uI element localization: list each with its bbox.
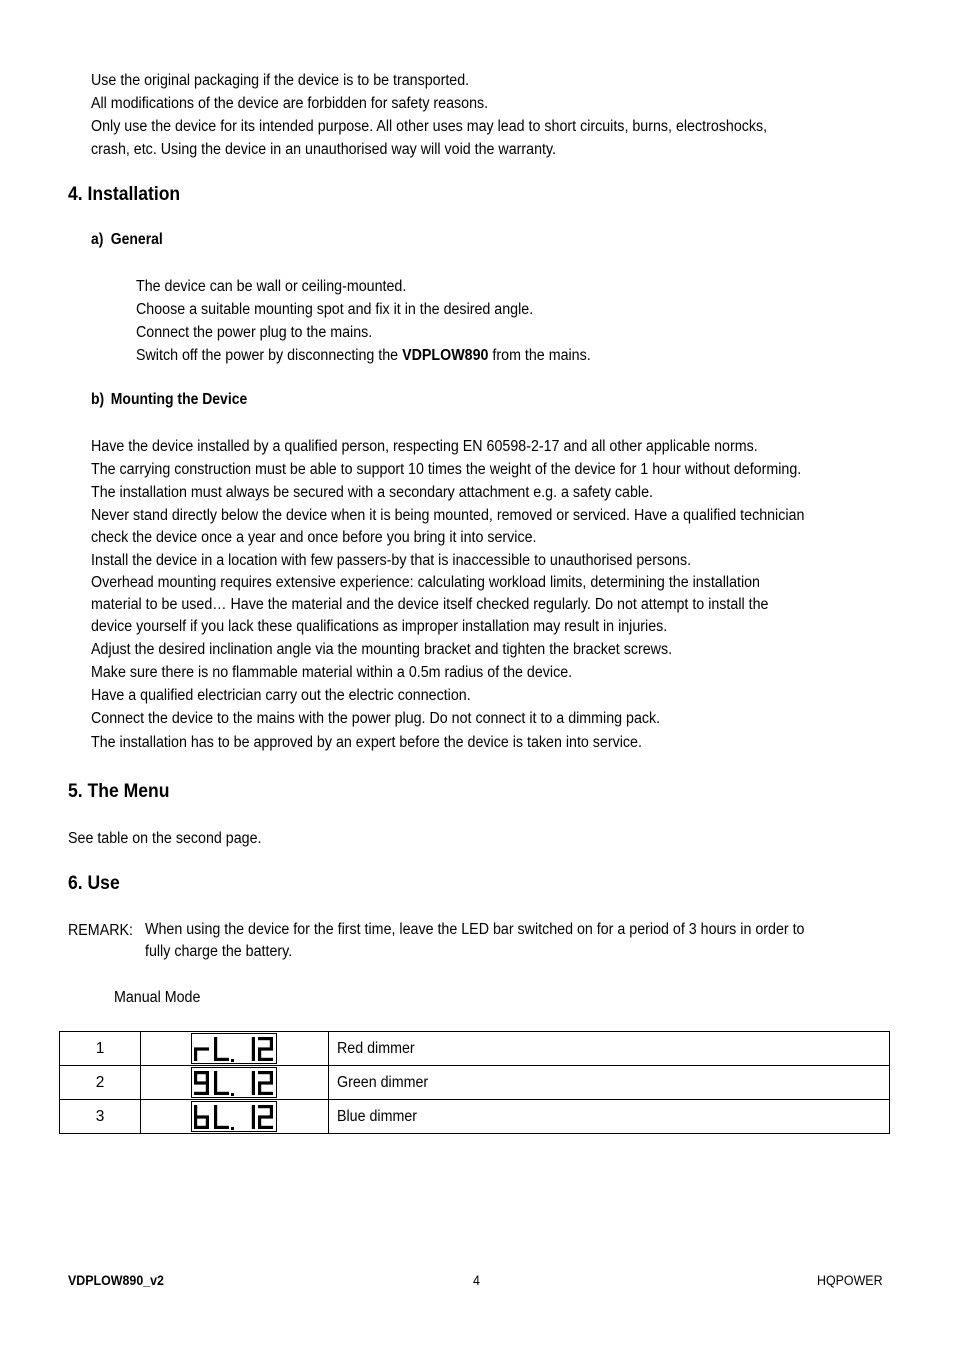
intro-line: Use the original packaging if the device is to be transported. — [91, 72, 470, 89]
manual-mode-title: Manual Mode — [114, 989, 201, 1006]
mounting-line: Adjust the desired inclination angle via the mounting bracket and tighten the bracket screws. — [91, 640, 673, 658]
row-description: Red dimmer — [329, 1032, 890, 1066]
mounting-line: Install the device in a location with few passers-by that is inaccessible to unauthorised persons. — [91, 551, 692, 569]
section-6-heading: 6. Use — [68, 872, 120, 894]
row-description: Green dimmer — [329, 1066, 890, 1100]
remark-key: REMARK: — [68, 922, 133, 939]
section-5-text: See table on the second page. — [68, 830, 262, 847]
mounting-line: Have the device installed by a qualified person, respecting EN 60598-2-17 and all other applicable norms. — [91, 438, 758, 455]
intro-line: All modifications of the device are forbidden for safety reasons. — [91, 95, 489, 112]
mounting-line: Make sure there is no flammable material within a 0.5m radius of the device. — [91, 664, 573, 682]
row-number: 2 — [60, 1066, 141, 1100]
footer-page-number: 4 — [473, 1273, 480, 1288]
row-number: 3 — [60, 1100, 141, 1134]
mounting-line: device yourself if you lack these qualifications as improper installation may result in injuries. — [91, 617, 668, 635]
subsection-label: a) — [91, 231, 104, 248]
mounting-text — [91, 435, 804, 754]
section-5-heading: 5. The Menu — [68, 780, 170, 802]
subsection-label: b) — [91, 391, 105, 408]
model-name: VDPLOW890 — [402, 347, 489, 364]
mounting-line: The carrying construction must be able to support 10 times the weight of the device for 1 hour without deforming. — [91, 461, 802, 479]
mounting-line: The installation has to be approved by an expert before the device is taken into service. — [91, 733, 642, 751]
table-row — [60, 1066, 890, 1100]
intro-text — [91, 69, 767, 161]
row-description: Blue dimmer — [329, 1100, 890, 1134]
footer-model: VDPLOW890_v2 — [68, 1273, 164, 1288]
general-line-switch-off: Switch off the power by disconnecting the VDPLOW890 from the mains. — [136, 347, 591, 364]
intro-line: Only use the device for its intended purpose. All other uses may lead to short circuits, burns, electroshocks, — [91, 118, 768, 135]
intro-line: crash, etc. Using the device in an unauthorised way will void the warranty. — [91, 141, 557, 158]
display-cell — [141, 1066, 329, 1100]
section-4-heading: 4. Installation — [68, 183, 181, 205]
mounting-line: The installation must always be secured with a secondary attachment e.g. a safety cable. — [91, 484, 653, 502]
mounting-line: material to be used… Have the material and the device itself checked regularly. Do not attempt to install the — [91, 595, 769, 613]
mounting-line: Have a qualified electrician carry out the electric connection. — [91, 687, 471, 705]
subsection-mounting-heading — [91, 391, 247, 409]
lcd-display-icon — [191, 1033, 277, 1064]
subsection-general-heading — [91, 231, 163, 249]
footer-brand: HQPOWER — [817, 1273, 883, 1288]
table-row — [60, 1032, 890, 1066]
display-cell — [141, 1032, 329, 1066]
row-number: 1 — [60, 1032, 141, 1066]
general-line: The device can be wall or ceiling-mounted. — [136, 278, 407, 295]
remark-text: When using the device for the first time, leave the LED bar switched on for a period of 3 hours in order to fully charge the battery. — [145, 921, 805, 960]
lcd-display-icon — [191, 1067, 277, 1098]
mounting-line: check the device once a year and once before you bring it into service. — [91, 528, 537, 546]
table-row — [60, 1100, 890, 1134]
mounting-line: Connect the device to the mains with the power plug. Do not connect it to a dimming pack. — [91, 710, 661, 728]
subsection-title: Mounting the Device — [110, 391, 248, 408]
general-line: Choose a suitable mounting spot and fix it in the desired angle. — [136, 301, 534, 318]
lcd-display-icon — [191, 1101, 277, 1132]
manual-mode-table — [59, 1031, 890, 1134]
general-text — [136, 275, 591, 367]
display-cell — [141, 1100, 329, 1134]
mounting-line: Never stand directly below the device when it is being mounted, removed or serviced. Have a qualified technician — [91, 506, 805, 524]
subsection-title: General — [110, 231, 163, 248]
general-line: Connect the power plug to the mains. — [136, 324, 373, 341]
mounting-line: Overhead mounting requires extensive experience: calculating workload limits, determining the installation — [91, 573, 760, 591]
